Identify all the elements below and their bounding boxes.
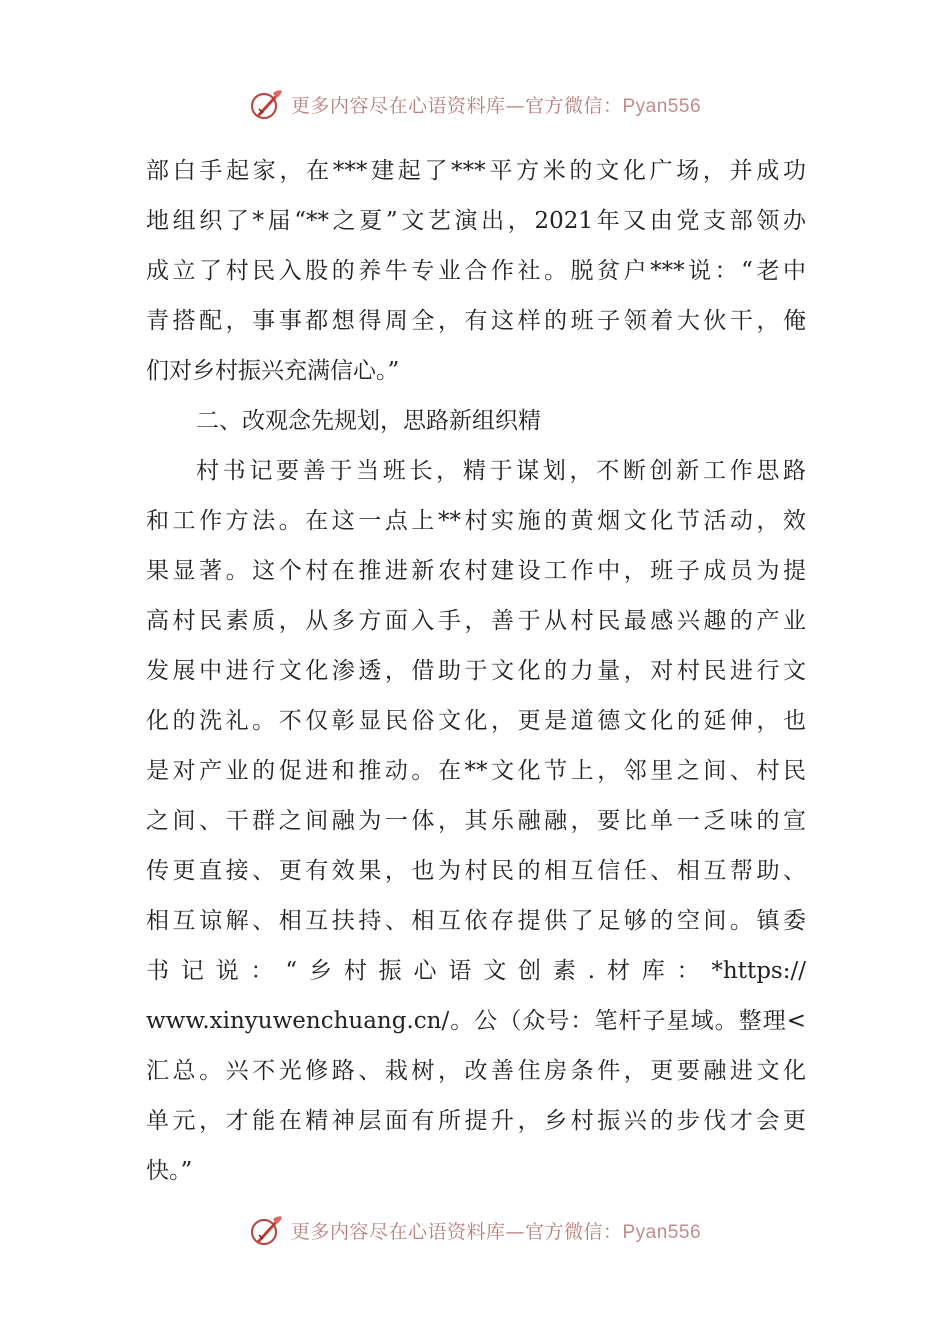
text-line: 部白手起家，在***建起了***平方米的文化广场，并成功: [146, 158, 806, 184]
text-line: 单元，才能在精神层面有所提升，乡村振兴的步伐才会更: [146, 1108, 806, 1134]
footer-watermark: [0, 1212, 950, 1248]
section-heading: 二、改观念先规划，思路新组织精: [196, 408, 541, 434]
text-line: 地组织了*届“**之夏”文艺演出，2021年又由党支部领办: [146, 208, 806, 234]
text-line: 村书记要善于当班长，精于谋划，不断创新工作思路: [196, 458, 806, 484]
text-line: 化的洗礼。不仅彰显民俗文化，更是道德文化的延伸，也: [146, 708, 806, 734]
text-line: www.xinyuwenchuang.cn/。公（众号：笔杆子星域。整理<: [146, 1008, 806, 1034]
text-line: 快。”: [146, 1158, 193, 1184]
text-line: 青搭配，事事都想得周全，有这样的班子领着大伙干，俺: [146, 308, 806, 334]
text-line: 果显著。这个村在推进新农村建设工作中，班子成员为提: [146, 558, 806, 584]
text-line: 是对产业的促进和推动。在**文化节上，邻里之间、村民: [146, 758, 806, 784]
text-line: 书记说：“乡村振心语文创素.材库：*https://: [146, 958, 806, 984]
text-line: 高村民素质，从多方面入手，善于从村民最感兴趣的产业: [146, 608, 806, 634]
text-line: 汇总。兴不光修路、栽树，改善住房条件，更要融进文化: [146, 1058, 806, 1084]
header-watermark: [0, 86, 950, 122]
text-line: 和工作方法。在这一点上**村实施的黄烟文化节活动，效: [146, 508, 806, 534]
text-line: 相互谅解、相互扶持、相互依存提供了足够的空间。镇委: [146, 908, 806, 934]
text-line: 们对乡村振兴充满信心。”: [146, 358, 400, 384]
text-line: 成立了村民入股的养牛专业合作社。脱贫户***说：“老中: [146, 258, 806, 284]
text-line: 之间、干群之间融为一体，其乐融融，要比单一乏味的宣: [146, 808, 806, 834]
quill-logo-icon: [249, 87, 283, 121]
watermark-text: 更多内容尽在心语资料库—官方微信：Pyan556: [290, 94, 702, 117]
watermark-text: 更多内容尽在心语资料库—官方微信：Pyan556: [290, 1220, 702, 1243]
quill-logo-icon: [249, 1213, 283, 1247]
text-line: 发展中进行文化渗透，借助于文化的力量，对村民进行文: [146, 658, 806, 684]
document-body: [146, 146, 806, 1196]
text-line: 传更直接、更有效果，也为村民的相互信任、相互帮助、: [146, 858, 806, 884]
